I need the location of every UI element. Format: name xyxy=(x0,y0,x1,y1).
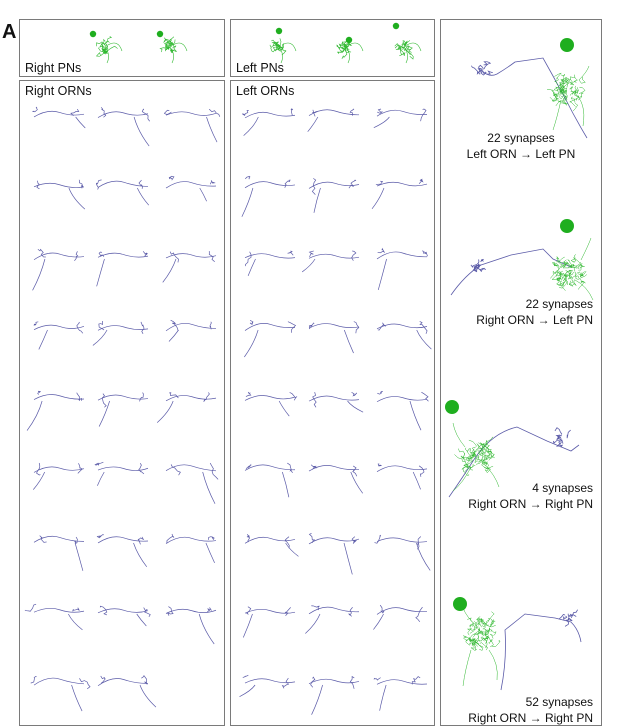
orn-morphology xyxy=(166,463,218,504)
pn-morphology xyxy=(547,66,589,130)
orn-morphology xyxy=(166,320,216,341)
orn-morphology xyxy=(166,534,216,563)
orn-morphology xyxy=(98,676,156,707)
panel-b-morphology-1 xyxy=(441,20,601,140)
orn-morphology xyxy=(33,463,84,490)
orn-morphology xyxy=(374,109,427,128)
orn-morphology xyxy=(98,107,150,146)
orn-morphology xyxy=(27,391,84,430)
orn-morphology xyxy=(243,607,295,638)
orn-morphology xyxy=(245,392,297,416)
orn-morphology xyxy=(309,533,359,574)
orn-morphology xyxy=(242,109,295,136)
synapse-count-1: 22 synapses xyxy=(487,131,555,145)
orn-morphology xyxy=(309,677,359,715)
orn-morphology-grid xyxy=(20,99,224,724)
pn-soma xyxy=(445,400,459,414)
orn-morphology xyxy=(377,391,428,430)
orn-morphology xyxy=(31,676,90,711)
orn-morphology xyxy=(374,677,427,711)
connection-pair-1: Left ORN → Left PN xyxy=(466,147,576,161)
panel-b-box xyxy=(440,19,602,726)
orn-morphology xyxy=(166,176,216,201)
panel-b-morphology-4 xyxy=(441,570,601,695)
synapse-count-4: 52 synapses xyxy=(525,695,593,709)
panel-b-caption-1 xyxy=(441,130,601,162)
connection-pair-4: Right ORN → Right PN xyxy=(468,711,593,725)
panel-b-morphology-2 xyxy=(441,200,601,310)
orn-morphology xyxy=(245,251,295,276)
orn-morphology xyxy=(25,604,84,630)
orn-morphology xyxy=(34,180,85,209)
left-orns-label: Left ORNs xyxy=(236,84,295,98)
orn-morphology xyxy=(97,535,148,567)
orn-morphology xyxy=(245,534,298,556)
orn-morphology xyxy=(157,392,216,422)
orn-morphology xyxy=(305,606,359,634)
orn-morphology xyxy=(309,392,363,412)
pn-morphology xyxy=(463,608,500,686)
orn-morphology-grid xyxy=(231,99,435,724)
right-orns-box xyxy=(19,80,225,726)
orn-morphology xyxy=(377,249,428,290)
orn-morphology xyxy=(96,180,148,205)
orn-morphology xyxy=(95,462,148,486)
orn-morphology xyxy=(166,607,216,644)
orn-morphology xyxy=(377,464,427,489)
orn-morphology xyxy=(308,109,359,132)
left-orns-box xyxy=(230,80,435,726)
pn-morphology xyxy=(157,31,187,63)
left-pns-label: Left PNs xyxy=(236,61,284,75)
synapse-count-3: 4 synapses xyxy=(532,481,593,495)
connection-pair-3: Right ORN → Right PN xyxy=(468,497,593,511)
orn-morphology xyxy=(309,322,359,353)
connection-pair-2: Right ORN → Left PN xyxy=(476,313,593,327)
orn-morphology xyxy=(244,320,295,357)
orn-morphology xyxy=(374,535,430,570)
orn-morphology xyxy=(302,251,359,272)
orn-morphology xyxy=(98,393,148,427)
synapse-count-2: 22 synapses xyxy=(525,297,593,311)
orn-morphology xyxy=(309,178,359,212)
orn-morphology xyxy=(242,176,295,216)
panel-b-caption-4 xyxy=(423,694,593,726)
orn-morphology xyxy=(33,249,84,290)
pn-morphology xyxy=(90,31,122,63)
pn-soma xyxy=(560,38,574,52)
orn-morphology xyxy=(239,675,295,696)
pn-morphology xyxy=(393,23,421,63)
left-pns-box xyxy=(230,19,435,77)
orn-morphology xyxy=(471,58,587,138)
orn-morphology xyxy=(98,606,150,626)
orn-morphology xyxy=(501,610,581,690)
right-pns-label: Right PNs xyxy=(25,61,82,75)
orn-morphology xyxy=(309,465,363,494)
orn-morphology xyxy=(163,251,216,282)
orn-morphology xyxy=(93,321,148,345)
right-pns-box xyxy=(19,19,225,77)
orn-morphology xyxy=(34,322,84,350)
orn-morphology xyxy=(245,463,295,497)
pn-morphology xyxy=(550,238,593,300)
right-orns-label: Right ORNs xyxy=(25,84,92,98)
pn-soma xyxy=(453,597,467,611)
orn-morphology xyxy=(32,107,85,128)
pn-morphology xyxy=(270,28,296,63)
pn-morphology xyxy=(337,37,363,63)
pn-soma xyxy=(560,219,574,233)
panel-letter-a: A xyxy=(2,21,17,43)
orn-morphology xyxy=(34,536,84,571)
orn-morphology xyxy=(373,605,427,630)
orn-morphology xyxy=(372,179,427,209)
panel-b-caption-3 xyxy=(423,480,593,512)
orn-morphology xyxy=(164,109,219,142)
panel-b-caption-2 xyxy=(423,296,593,328)
orn-morphology xyxy=(97,251,148,286)
